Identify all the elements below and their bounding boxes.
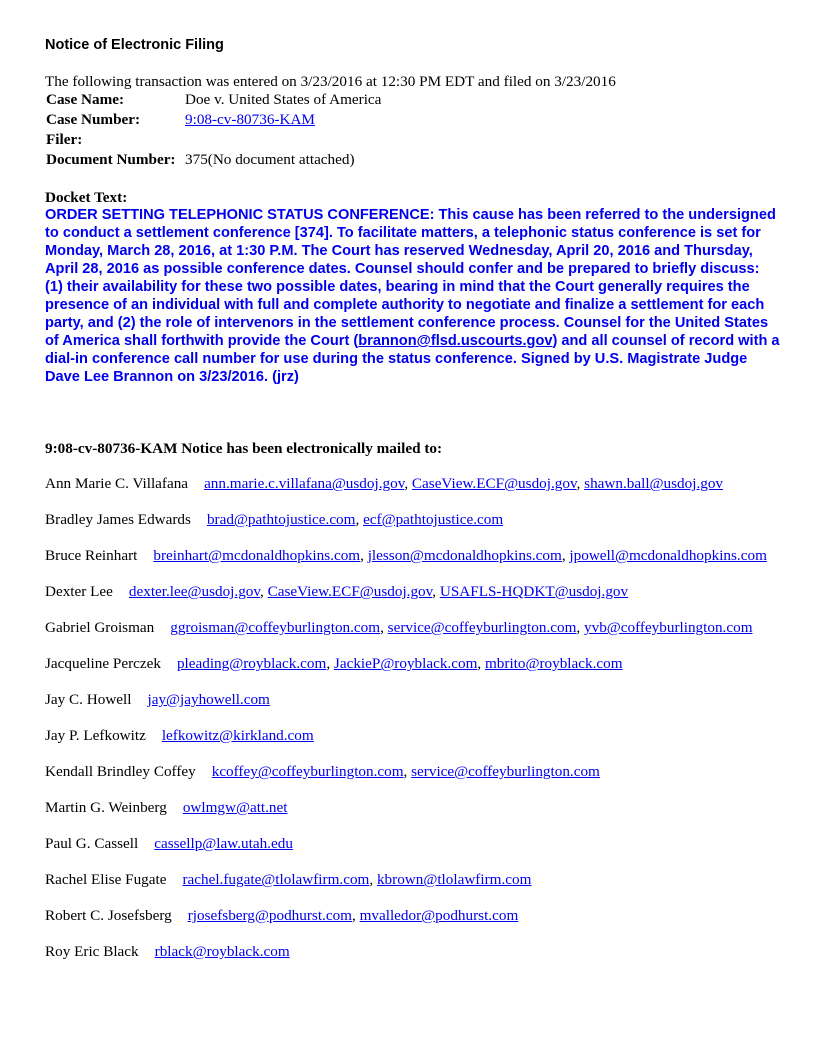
- meta-value-cell: [184, 110, 382, 130]
- meta-row: [45, 90, 382, 110]
- meta-row: [45, 130, 382, 150]
- meta-value-cell: [184, 150, 382, 170]
- recipient-name: Jay C. Howell: [45, 691, 132, 708]
- recipient-email-link[interactable]: ggroisman@coffeyburlington.com: [170, 619, 381, 636]
- recipient-email-link[interactable]: ecf@pathtojustice.com: [363, 511, 504, 528]
- recipient-name: Jay P. Lefkowitz: [45, 727, 146, 744]
- recipient-entry: [45, 727, 785, 745]
- docket-text-label: Docket Text:: [45, 189, 128, 206]
- recipient-name: Ann Marie C. Villafana: [45, 475, 189, 492]
- recipient-name: Gabriel Groisman: [45, 619, 155, 636]
- recipient-name: Rachel Elise Fugate: [45, 871, 167, 888]
- transaction-intro: The following transaction was entered on 3/23/2016 at 12:30 PM EDT and filed on 3/23/2016: [45, 73, 616, 90]
- recipient-entry: Gabriel Groisman ggroisman@coffeyburlington.com, service@coffeyburlington.com, yvb@coffeyburlington.com: [45, 619, 753, 636]
- recipient-entry: [45, 835, 785, 853]
- recipient-name: Martin G. Weinberg: [45, 799, 167, 816]
- meta-value: Doe v. United States of America: [185, 91, 382, 108]
- recipient-name: Roy Eric Black: [45, 943, 139, 960]
- recipient-email-link[interactable]: owlmgw@att.net: [182, 799, 288, 816]
- recipient-name: Jacqueline Perczek: [45, 655, 161, 672]
- docket-text: [45, 206, 780, 386]
- docket-text-after: ) and all counsel of record with a dial-in conference call number for use during the status conference. Signed by U.S. Magistrate Judge Dave Lee Brannon on 3/23/2016. (jrz): [45, 333, 780, 385]
- recipient-entry: Robert C. Josefsberg rjosefsberg@podhurst.com, mvalledor@podhurst.com: [45, 907, 519, 924]
- case-meta-table: [45, 90, 382, 170]
- case-number-link[interactable]: 9:08-cv-80736-KAM: [185, 111, 315, 128]
- meta-value-cell: [184, 130, 382, 150]
- page-title: Notice of Electronic Filing: [45, 37, 224, 53]
- recipient-email-link[interactable]: CaseView.ECF@usdoj.gov: [267, 583, 433, 600]
- mailed-heading: 9:08-cv-80736-KAM Notice has been electronically mailed to:: [45, 440, 443, 457]
- meta-label: Case Number:: [46, 111, 141, 128]
- recipient-email-link[interactable]: jpowell@mcdonaldhopkins.com: [569, 547, 767, 564]
- recipient-name: Paul G. Cassell: [45, 835, 139, 852]
- recipient-email-link[interactable]: jay@jayhowell.com: [147, 691, 270, 708]
- recipient-email-link[interactable]: service@coffeyburlington.com: [387, 619, 577, 636]
- recipient-email-link[interactable]: mbrito@royblack.com: [484, 655, 623, 672]
- recipient-email-link[interactable]: lefkowitz@kirkland.com: [161, 727, 314, 744]
- meta-value-cell: [184, 90, 382, 110]
- recipient-email-link[interactable]: mvalledor@podhurst.com: [359, 907, 519, 924]
- recipient-entry: Bruce Reinhart breinhart@mcdonaldhopkins.com, jlesson@mcdonaldhopkins.com, jpowell@mcdonaldhopkins.com: [45, 547, 767, 564]
- court-email-link[interactable]: brannon@flsd.uscourts.gov: [358, 333, 553, 349]
- recipient-email-link[interactable]: rblack@royblack.com: [154, 943, 290, 960]
- recipient-email-link[interactable]: rachel.fugate@tlolawfirm.com: [182, 871, 370, 888]
- meta-row: [45, 150, 382, 170]
- recipient-email-link[interactable]: ann.marie.c.villafana@usdoj.gov: [204, 475, 405, 492]
- recipient-entry: Jacqueline Perczek pleading@royblack.com, JackieP@royblack.com, mbrito@royblack.com: [45, 655, 623, 672]
- docket-text-before: ORDER SETTING TELEPHONIC STATUS CONFERENCE: This cause has been referred to the undersigned to conduct a settlement conference [374]. To facilitate matters, a telephonic status conference is set for Monday, March 28, 2016, at 1:30 P.M. The Court has reserved Wednesday, April 20, 2016 and Thursday, April 28, 2016 as possible conference dates. Counsel should confer and be prepared to briefly discuss: (1) their availability for these two possible dates, bearing in mind that the Court generally requires the presence of an individual with full and complete authority to negotiate and finalize a settlement for each party, and (2) the role of intervenors in the settlement conference process. Counsel for the United States of America shall forthwith provide the Court (: [45, 207, 776, 349]
- recipient-email-link[interactable]: JackieP@royblack.com: [333, 655, 478, 672]
- recipient-email-link[interactable]: jlesson@mcdonaldhopkins.com: [367, 547, 562, 564]
- recipient-email-link[interactable]: kbrown@tlolawfirm.com: [376, 871, 532, 888]
- recipient-email-link[interactable]: USAFLS-HQDKT@usdoj.gov: [439, 583, 629, 600]
- recipient-name: Robert C. Josefsberg: [45, 907, 172, 924]
- recipient-email-link[interactable]: shawn.ball@usdoj.gov: [584, 475, 724, 492]
- recipient-email-link[interactable]: kcoffey@coffeyburlington.com: [211, 763, 404, 780]
- recipient-email-link[interactable]: CaseView.ECF@usdoj.gov: [411, 475, 577, 492]
- recipient-entry: [45, 799, 785, 817]
- recipient-email-link[interactable]: pleading@royblack.com: [176, 655, 327, 672]
- recipient-name: Bradley James Edwards: [45, 511, 191, 528]
- recipient-email-link[interactable]: cassellp@law.utah.edu: [154, 835, 293, 852]
- meta-label: Document Number:: [46, 151, 176, 168]
- recipient-name: Bruce Reinhart: [45, 547, 138, 564]
- meta-value: 375(No document attached): [185, 151, 355, 168]
- meta-label: Filer:: [46, 131, 83, 148]
- recipient-entry: Dexter Lee dexter.lee@usdoj.gov, CaseView.ECF@usdoj.gov, USAFLS-HQDKT@usdoj.gov: [45, 583, 629, 600]
- recipient-entry: Ann Marie C. Villafana ann.marie.c.villafana@usdoj.gov, CaseView.ECF@usdoj.gov, shawn.ball@usdoj.gov: [45, 475, 724, 492]
- recipient-entry: Bradley James Edwards brad@pathtojustice.com, ecf@pathtojustice.com: [45, 511, 504, 528]
- meta-row: [45, 110, 382, 130]
- recipient-email-link[interactable]: dexter.lee@usdoj.gov: [128, 583, 260, 600]
- recipient-email-link[interactable]: rjosefsberg@podhurst.com: [187, 907, 352, 924]
- recipient-entry: [45, 943, 785, 961]
- recipient-email-link[interactable]: breinhart@mcdonaldhopkins.com: [153, 547, 361, 564]
- recipient-list: [45, 475, 785, 979]
- recipient-name: Dexter Lee: [45, 583, 113, 600]
- meta-label: Case Name:: [46, 91, 125, 108]
- recipient-email-link[interactable]: yvb@coffeyburlington.com: [584, 619, 753, 636]
- recipient-entry: [45, 691, 785, 709]
- recipient-entry: Kendall Brindley Coffey kcoffey@coffeyburlington.com, service@coffeyburlington.com: [45, 763, 600, 780]
- recipient-email-link[interactable]: brad@pathtojustice.com: [206, 511, 356, 528]
- recipient-entry: Rachel Elise Fugate rachel.fugate@tlolawfirm.com, kbrown@tlolawfirm.com: [45, 871, 532, 888]
- recipient-email-link[interactable]: service@coffeyburlington.com: [411, 763, 600, 780]
- recipient-name: Kendall Brindley Coffey: [45, 763, 196, 780]
